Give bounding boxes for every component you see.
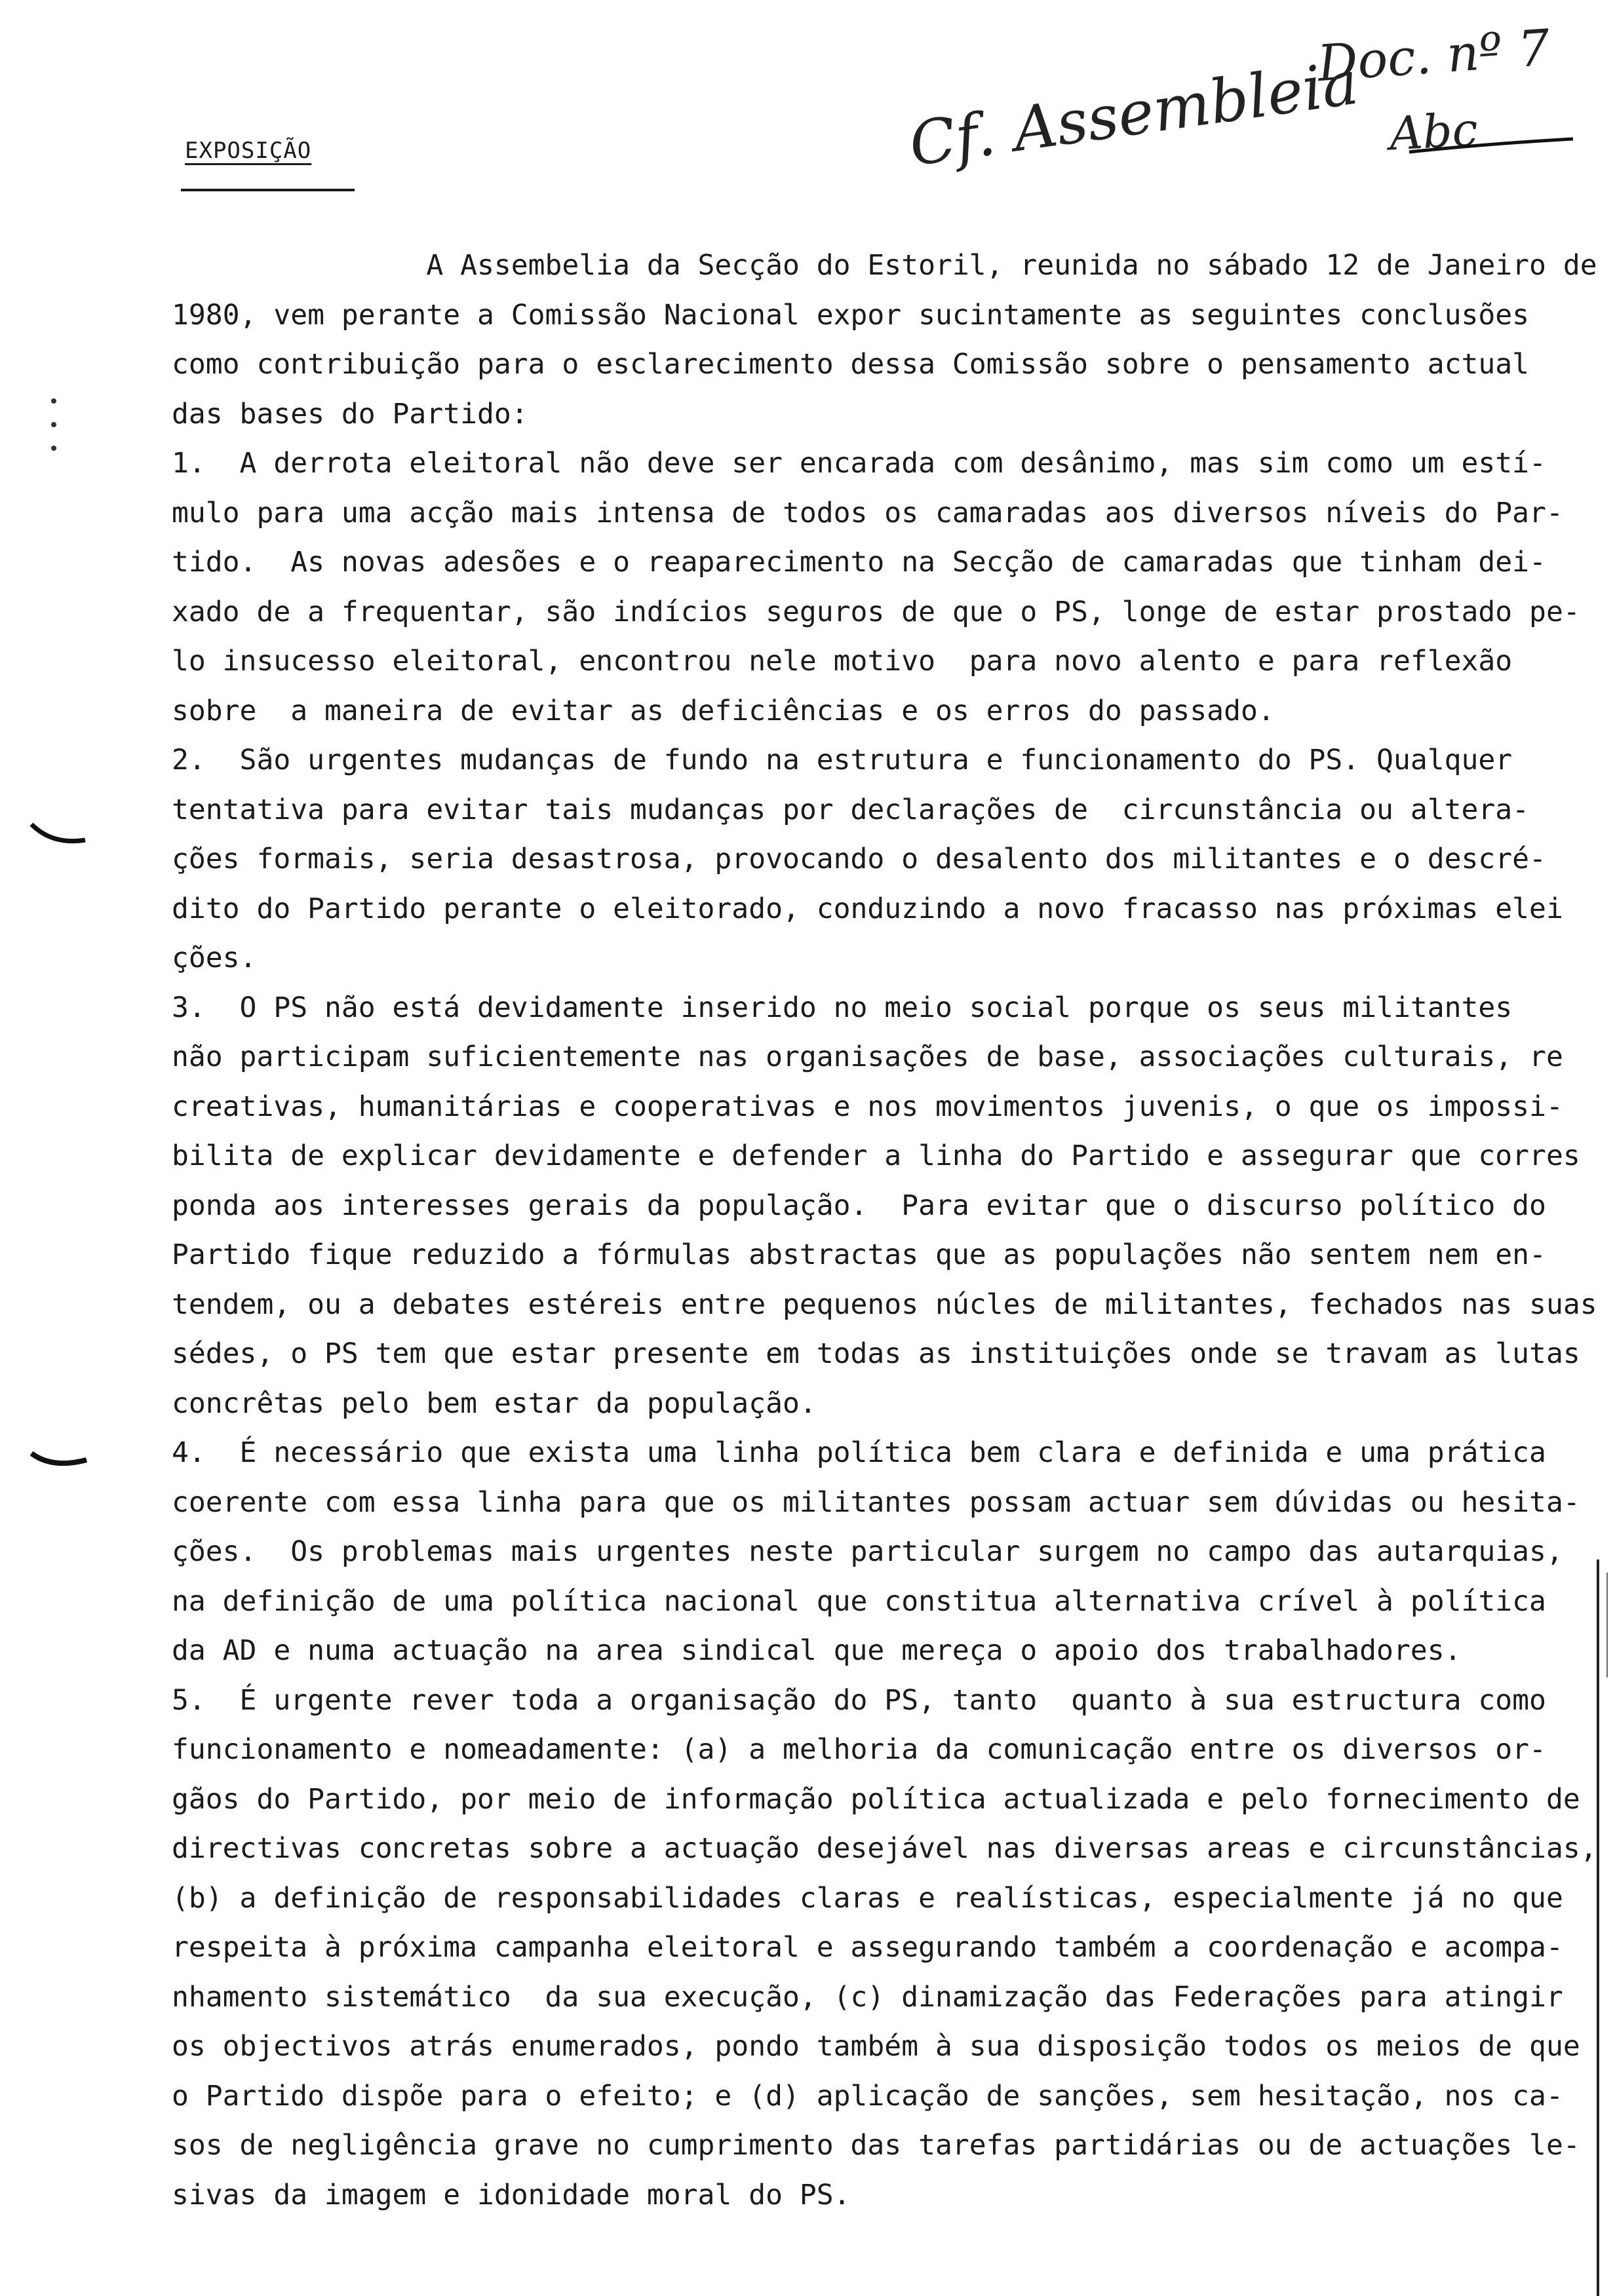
handwritten-doc-number: Doc. nº 7 [1315,18,1552,93]
text-line: ponda aos interesses gerais da população. Para evitar que o discurso político do [172,1189,1546,1222]
text-line: nhamento sistemático da sua execução, (c) dinamização das Federações para atingir [172,1980,1563,2014]
text-line: sos de negligência grave no cumprimento das tarefas partidárias ou de actuações le- [172,2129,1580,2162]
text-line: ções. Os problemas mais urgentes neste particular surgem no campo das autarquias, [172,1535,1563,1568]
text-line: respeita à próxima campanha eleitoral e assegurando também a coordenação e acompa- [172,1931,1563,1964]
text-line: tentativa para evitar tais mudanças por declarações de circunstância ou altera- [172,793,1530,826]
margin-mark [31,824,85,841]
text-line: sobre a maneira de evitar as deficiências e os erros do passado. [172,694,1275,727]
text-line: gãos do Partido, por meio de informação política actualizada e pelo fornecimento de [172,1782,1580,1816]
text-line: da AD e numa actuação na area sindical que mereça o apoio dos trabalhadores. [172,1634,1462,1667]
text-line: os objectivos atrás enumerados, pondo também à sua disposição todos os meios de que [172,2030,1580,2063]
handwritten-signature: Abc [1388,102,1479,161]
text-line: tendem, ou a debates estéreis entre pequenos núcles de militantes, fechados nas suas [172,1288,1597,1321]
text-line: tido. As novas adesões e o reaparecimento na Secção de camaradas que tinham dei- [172,546,1546,579]
text-line: dito do Partido perante o eleitorado, conduzindo a novo fracasso nas próximas elei [172,892,1563,925]
handwritten-annotation: Cf. Assembleia [905,47,1363,180]
text-line: sédes, o PS tem que estar presente em todas as instituições onde se travam as lutas [172,1337,1580,1370]
text-line: funcionamento e nomeadamente: (a) a melhoria da comunicação entre os diversos or- [172,1733,1546,1766]
text-line: xado de a frequentar, são indícios seguros de que o PS, longe de estar prostado pe- [172,595,1580,628]
document-heading: EXPOSIÇÃO [185,138,312,164]
text-line: mulo para uma acção mais intensa de todos os camaradas aos diversos níveis do Par- [172,496,1563,529]
text-line: concrêtas pelo bem estar da população. [172,1387,817,1420]
text-line: das bases do Partido: [172,397,528,430]
text-line: ções formais, seria desastrosa, provocando o desalento dos militantes e o descré- [172,843,1546,875]
text-line: o Partido dispõe para o efeito; e (d) aplicação de sanções, sem hesitação, nos ca- [172,2079,1563,2113]
text-line: 5. É urgente rever toda a organisação do PS, tanto quanto à sua estructura como [172,1683,1546,1717]
document-body [172,241,1597,2220]
text-line: creativas, humanitárias e cooperativas e nos movimentos juvenis, o que os impossi- [172,1090,1563,1123]
scan-dot [51,398,56,404]
text-line: 2. São urgentes mudanças de fundo na estrutura e funcionamento do PS. Qualquer [172,744,1513,776]
text-line: A Assembelia da Secção do Estoril, reunida no sábado 12 de Janeiro de [172,249,1597,282]
text-line: bilita de explicar devidamente e defender a linha do Partido e assegurar que corres [172,1139,1580,1172]
text-line: 3. O PS não está devidamente inserido no meio social porque os seus militantes [172,991,1513,1024]
text-line: 1. A derrota eleitoral não deve ser encarada com desânimo, mas sim como um estí- [172,447,1546,480]
text-line: não participam suficientemente nas organisações de base, associações culturais, re [172,1041,1563,1073]
text-line: coerente com essa linha para que os militantes possam actuar sem dúvidas ou hesita- [172,1485,1580,1519]
text-line: 4. É necessário que exista uma linha política bem clara e definida e uma prática [172,1436,1546,1469]
text-line: como contribuição para o esclarecimento dessa Comissão sobre o pensamento actual [172,348,1530,381]
text-line: 1980, vem perante a Comissão Nacional expor sucintamente as seguintes conclusões [172,298,1530,332]
text-line: sivas da imagem e idonidade moral do PS. [172,2178,851,2211]
text-line: (b) a definição de responsabilidades claras e realísticas, especialmente já no que [172,1881,1563,1915]
text-line: Partido fique reduzido a fórmulas abstractas que as populações não sentem nem en- [172,1238,1546,1271]
text-line: na definição de uma política nacional que constitua alternativa crível à política [172,1584,1546,1618]
margin-mark [31,1453,87,1463]
scan-dot [51,422,56,427]
text-line: ções. [172,942,257,974]
text-line: directivas concretas sobre a actuação desejável nas diversas areas e circunstâncias, [172,1832,1597,1865]
text-line: lo insucesso eleitoral, encontrou nele motivo para novo alento e para reflexão [172,645,1513,678]
heading-underline [181,189,355,191]
scan-dot [51,446,56,451]
